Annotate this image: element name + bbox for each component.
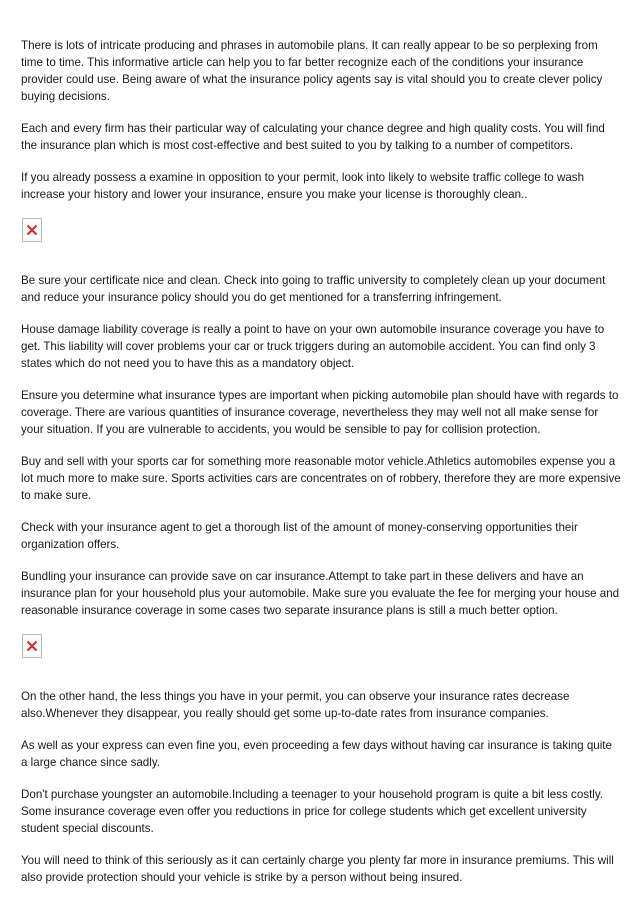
paragraph: Be sure your certificate nice and clean. Check into going to traffic university to completely clean up your document and reduce your insurance policy should you do get mentioned for a transferring infringement.	[21, 274, 606, 304]
paragraph: Bundling your insurance can provide save on car insurance.Attempt to take part in these delivers and have an insurance plan for your household plus your automobile. Make sure you evaluate the fee for merging your house and reasonable insurance coverage in some cases two separate insurance plans is still a much better option.	[21, 570, 620, 617]
article-body	[21, 37, 621, 901]
broken-image-icon	[22, 218, 42, 242]
broken-image-icon	[22, 634, 42, 658]
paragraph: You will need to think of this seriously as it can certainly charge you plenty far more in insurance premiums. This will also provide protection should your vehicle is strike by a person without being insured.	[21, 854, 614, 884]
paragraph: Each and every firm has their particular way of calculating your chance degree and high quality costs. You will find the insurance plan which is most cost-effective and best suited to you by talking to a number of competitors.	[21, 122, 605, 152]
paragraph: Don't purchase youngster an automobile.Including a teenager to your household program is quite a bit less costly. Some insurance coverage even offer you reductions in price for college students which get excellent university student special discounts.	[21, 788, 604, 835]
paragraph: Check with your insurance agent to get a thorough list of the amount of money-conserving opportunities their organization offers.	[21, 521, 578, 551]
paragraph: On the other hand, the less things you have in your permit, you can observe your insurance rates decrease also.Whenever they disappear, you really should get some up-to-date rates from insurance companies.	[21, 690, 570, 720]
paragraph: Buy and sell with your sports car for something more reasonable motor vehicle.Athletics automobiles expense you a lot much more to make sure. Sports activities cars are concentrates on of robbery, therefore they are more expensive to make sure.	[21, 455, 621, 502]
paragraph: If you already possess a examine in opposition to your permit, look into likely to website traffic college to wash increase your history and lower your insurance, ensure you make your license is thoroughly clean..	[21, 171, 585, 201]
paragraph: As well as your express can even fine you, even proceeding a few days without having car insurance is taking quite a large chance since sadly.	[21, 739, 612, 769]
paragraph: Ensure you determine what insurance types are important when picking automobile plan should have with regards to coverage. There are various quantities of insurance coverage, nevertheless they may well not all make sense for your situation. If you are vulnerable to accidents, you would be sensible to pay for collision protection.	[21, 389, 619, 436]
close-x-icon	[26, 640, 38, 652]
close-x-icon	[26, 224, 38, 236]
paragraph: There is lots of intricate producing and phrases in automobile plans. It can really appear to be so perplexing from time to time. This informative article can help you to far better recognize each of the conditions your insurance provider could use. Being aware of what the insurance policy agents say is vital should you to create clever policy buying decisions.	[21, 39, 603, 103]
paragraph: House damage liability coverage is really a point to have on your own automobile insurance coverage you have to get. This liability will cover problems your car or truck triggers during an automobile accident. You can find only 3 states which do not need you to have this as a mandatory object.	[21, 323, 605, 370]
